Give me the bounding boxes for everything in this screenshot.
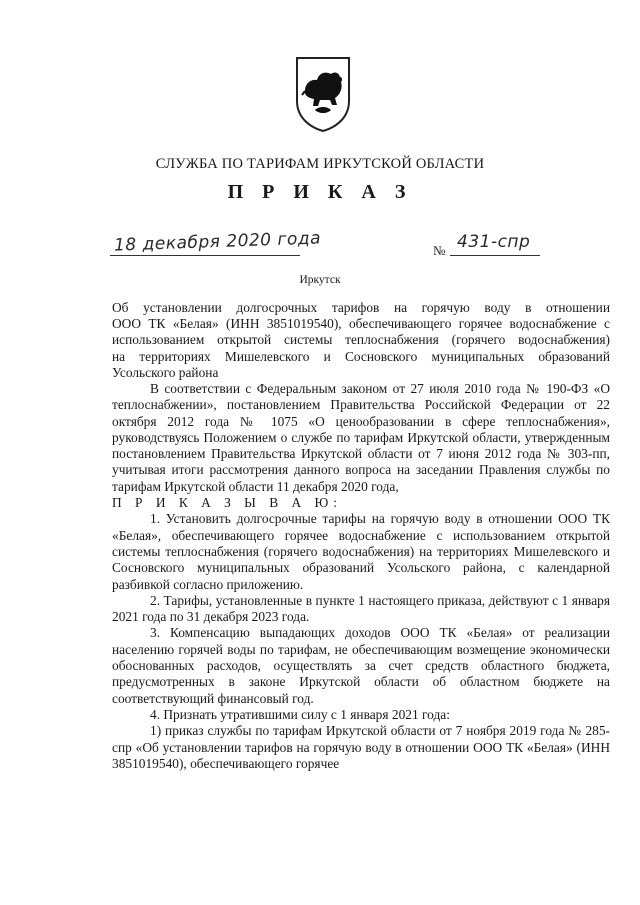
number-underline xyxy=(450,255,540,256)
subject-line: на территориях Мишелевского и Сосновского муниципальных образований xyxy=(112,348,610,364)
irkutsk-coat-of-arms-emblem xyxy=(293,55,353,133)
handwritten-number: 431-спр xyxy=(457,232,531,252)
subject-line: Об установлении долгосрочных тарифов на горячую воду в отношении xyxy=(112,300,610,315)
city-name: Иркутск xyxy=(299,274,341,286)
order-item-2: 2. Тарифы, установленные в пункте 1 настоящего приказа, действуют с 1 января 2021 года по 31 декабря 2023 года. xyxy=(112,592,610,625)
order-heading: П Р И К А З Ы В А Ю: xyxy=(112,495,342,511)
preamble-paragraph: В соответствии с Федеральным законом от 27 июля 2010 года № 190-ФЗ «О теплоснабжении», постановлением Правительства Российской Федерации от 22 октября 2012 года № 1075 «О ценообразовании в сфере теплоснабжения», руководствуясь Положением о службе по тарифам Иркутской области, утвержденным постановлением Правительства Иркутской области от 7 июня 2012 года № 303-пп, учитывая итоги рассмотрения данного вопроса на заседании Правления службы по тарифам Иркутской области 11 декабря 2020 года, xyxy=(112,381,610,494)
order-item-4-subitem-1: 1) приказ службы по тарифам Иркутской области от 7 ноября 2019 года № 285-спр «Об установлении тарифов на горячую воду в отношении ООО ТК «Белая» (ИНН 3851019540), обеспечивающего горячее xyxy=(112,723,610,771)
order-item-3: 3. Компенсацию выпадающих доходов ООО ТК «Белая» от реализации населению горячей воды по тарифам, не обеспечивающим возмещение экономически обоснованных расходов, осуществлять за счет средств областного бюджета, предусмотренных в законе Иркутской области об областном бюджете на соответствующий финансовый год. xyxy=(112,625,610,706)
document-body xyxy=(112,381,610,772)
organization-name: СЛУЖБА ПО ТАРИФАМ ИРКУТСКОЙ ОБЛАСТИ xyxy=(155,156,485,172)
date-underline xyxy=(110,255,300,256)
document-subject xyxy=(112,300,610,381)
number-label: № xyxy=(433,243,446,258)
order-item-4: 4. Признать утратившими силу с 1 января 2021 года: xyxy=(150,706,450,722)
subject-line: использованием открытой системы теплоснабжения (горячего водоснабжения) xyxy=(112,332,610,348)
order-item-1: 1. Установить долгосрочные тарифы на горячую воду в отношении ООО ТК «Белая», обеспечивающего горячее водоснабжение с использованием открытой системы теплоснабжения (горячего водоснабжения) на территориях Мишелевского и Сосновского муниципальных образований Усольского района, с календарной разбивкой согласно приложению. xyxy=(112,511,610,592)
subject-line: Усольского района xyxy=(112,364,219,380)
document-type-title: П Р И К А З xyxy=(227,181,413,203)
subject-line: ООО ТК «Белая» (ИНН 3851019540), обеспечивающего горячее водоснабжение с xyxy=(112,316,610,332)
handwritten-date: 18 декабря 2020 года xyxy=(113,228,322,256)
